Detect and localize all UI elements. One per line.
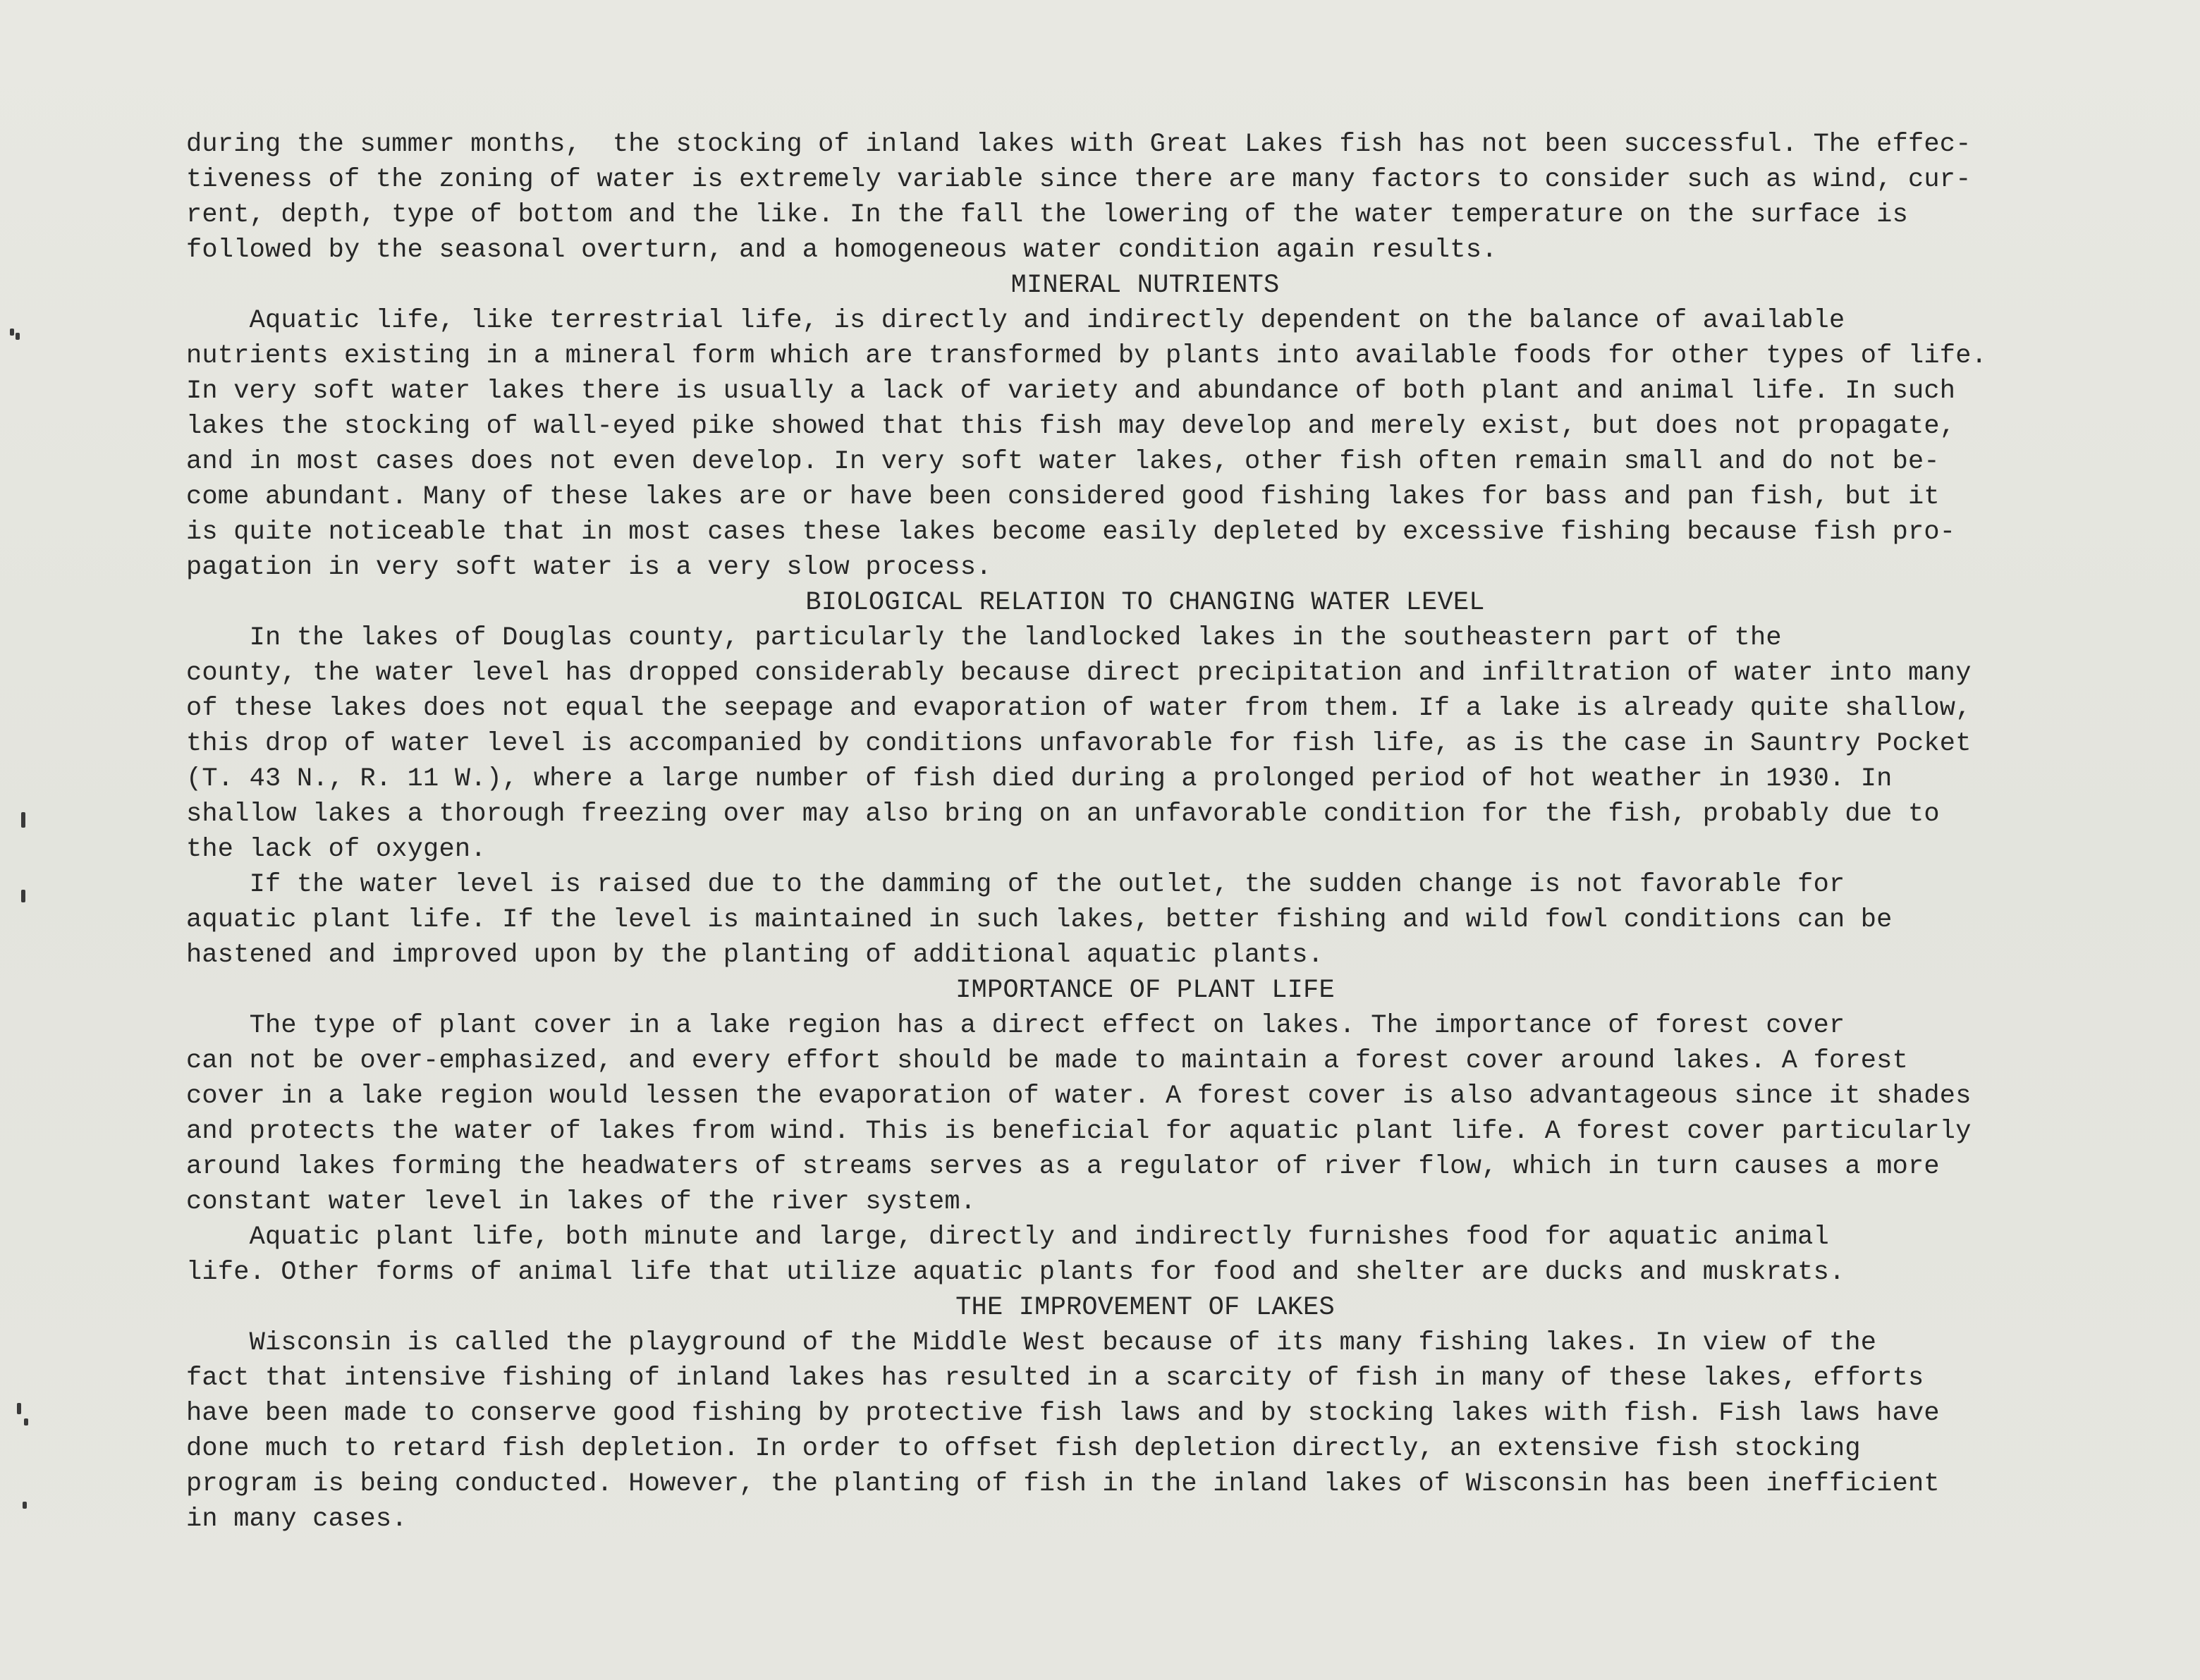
section-heading-improvement-of-lakes: THE IMPROVEMENT OF LAKES	[955, 1293, 1335, 1323]
ink-speck	[24, 1418, 28, 1425]
paragraph-1-line: tiveness of the zoning of water is extremely variable since there are many factors to consider such as wind, cur-	[186, 165, 1972, 195]
section-heading-biological-relation: BIOLOGICAL RELATION TO CHANGING WATER LEVEL	[805, 588, 1485, 618]
paragraph-2-line: nutrients existing in a mineral form which are transformed by plants into available foods for other types of life.	[186, 341, 1988, 371]
paragraph-5-line: The type of plant cover in a lake region has a direct effect on lakes. The importance of forest cover	[186, 1011, 1845, 1041]
paragraph-3-line: the lack of oxygen.	[186, 835, 487, 864]
paragraph-4-line: hastened and improved upon by the planting of additional aquatic plants.	[186, 940, 1324, 970]
paragraph-3-line: this drop of water level is accompanied by conditions unfavorable for fish life, as is the case in Sauntry Pocket	[186, 729, 1972, 759]
document-body	[186, 127, 2189, 1537]
paragraph-5-line: can not be over-emphasized, and every effort should be made to maintain a forest cover around lakes. A forest	[186, 1046, 1908, 1076]
paragraph-7-line: fact that intensive fishing of inland lakes has resulted in a scarcity of fish in many of these lakes, efforts	[186, 1363, 1924, 1393]
paragraph-2-line: is quite noticeable that in most cases these lakes become easily depleted by excessive fishing because fish pro-	[186, 517, 1956, 547]
ink-speck	[21, 812, 25, 828]
paragraph-1-line: followed by the seasonal overturn, and a homogeneous water condition again results.	[186, 235, 1498, 265]
paragraph-4-line: aquatic plant life. If the level is maintained in such lakes, better fishing and wild fowl conditions can be	[186, 905, 1893, 935]
paragraph-2-line: come abundant. Many of these lakes are or have been considered good fishing lakes for bass and pan fish, but it	[186, 482, 1940, 512]
paragraph-4-line: If the water level is raised due to the damming of the outlet, the sudden change is not favorable for	[186, 870, 1845, 900]
paragraph-3-line: county, the water level has dropped considerably because direct precipitation and infiltration of water into many	[186, 658, 1972, 688]
paragraph-3-line: shallow lakes a thorough freezing over may also bring on an unfavorable condition for the fish, probably due to	[186, 799, 1940, 829]
paragraph-5-line: cover in a lake region would lessen the evaporation of water. A forest cover is also advantageous since it shades	[186, 1081, 1972, 1111]
paragraph-1-line: rent, depth, type of bottom and the like. In the fall the lowering of the water temperature on the surface is	[186, 200, 1908, 230]
paragraph-2-line: lakes the stocking of wall-eyed pike showed that this fish may develop and merely exist, but does not propagate,	[186, 412, 1956, 441]
paragraph-2-line: pagation in very soft water is a very slow process.	[186, 553, 992, 582]
ink-speck	[10, 329, 14, 336]
paragraph-7-line: in many cases.	[186, 1504, 408, 1534]
margin-ink-marks	[0, 0, 169, 1680]
paragraph-3-line: In the lakes of Douglas county, particularly the landlocked lakes in the southeastern part of the	[186, 623, 1782, 653]
paragraph-1-line: during the summer months, the stocking of inland lakes with Great Lakes fish has not been successful. The effec-	[186, 130, 1972, 159]
paragraph-7-line: program is being conducted. However, the planting of fish in the inland lakes of Wisconsin has been inefficient	[186, 1469, 1940, 1499]
paragraph-3-line: of these lakes does not equal the seepage and evaporation of water from them. If a lake is already quite shallow,	[186, 694, 1972, 723]
ink-speck	[17, 1403, 21, 1414]
section-heading-importance-of-plant-life: IMPORTANCE OF PLANT LIFE	[955, 976, 1335, 1005]
paragraph-7-line: Wisconsin is called the playground of the Middle West because of its many fishing lakes. In view of the	[186, 1328, 1877, 1358]
paragraph-5-line: constant water level in lakes of the river system.	[186, 1187, 977, 1217]
paragraph-6-line: life. Other forms of animal life that utilize aquatic plants for food and shelter are ducks and muskrats.	[186, 1258, 1845, 1287]
paragraph-7-line: have been made to conserve good fishing by protective fish laws and by stocking lakes with fish. Fish laws have	[186, 1399, 1940, 1428]
paragraph-6-line: Aquatic plant life, both minute and large, directly and indirectly furnishes food for aquatic animal	[186, 1222, 1829, 1252]
paragraph-3-line: (T. 43 N., R. 11 W.), where a large number of fish died during a prolonged period of hot weather in 1930. In	[186, 764, 1893, 794]
ink-speck	[23, 1502, 27, 1509]
paragraph-5-line: and protects the water of lakes from wind. This is beneficial for aquatic plant life. A forest cover particularly	[186, 1117, 1972, 1146]
paragraph-2-line: Aquatic life, like terrestrial life, is directly and indirectly dependent on the balance of available	[186, 306, 1845, 336]
paragraph-5-line: around lakes forming the headwaters of streams serves as a regulator of river flow, which in turn causes a more	[186, 1152, 1940, 1182]
paragraph-2-line: and in most cases does not even develop. In very soft water lakes, other fish often remain small and do not be-	[186, 447, 1940, 477]
ink-speck	[21, 890, 25, 902]
ink-speck	[16, 333, 20, 340]
paragraph-7-line: done much to retard fish depletion. In order to offset fish depletion directly, an extensive fish stocking	[186, 1434, 1861, 1464]
paragraph-2-line: In very soft water lakes there is usually a lack of variety and abundance of both plant and animal life. In such	[186, 376, 1956, 406]
section-heading-mineral-nutrients: MINERAL NUTRIENTS	[1010, 271, 1280, 300]
